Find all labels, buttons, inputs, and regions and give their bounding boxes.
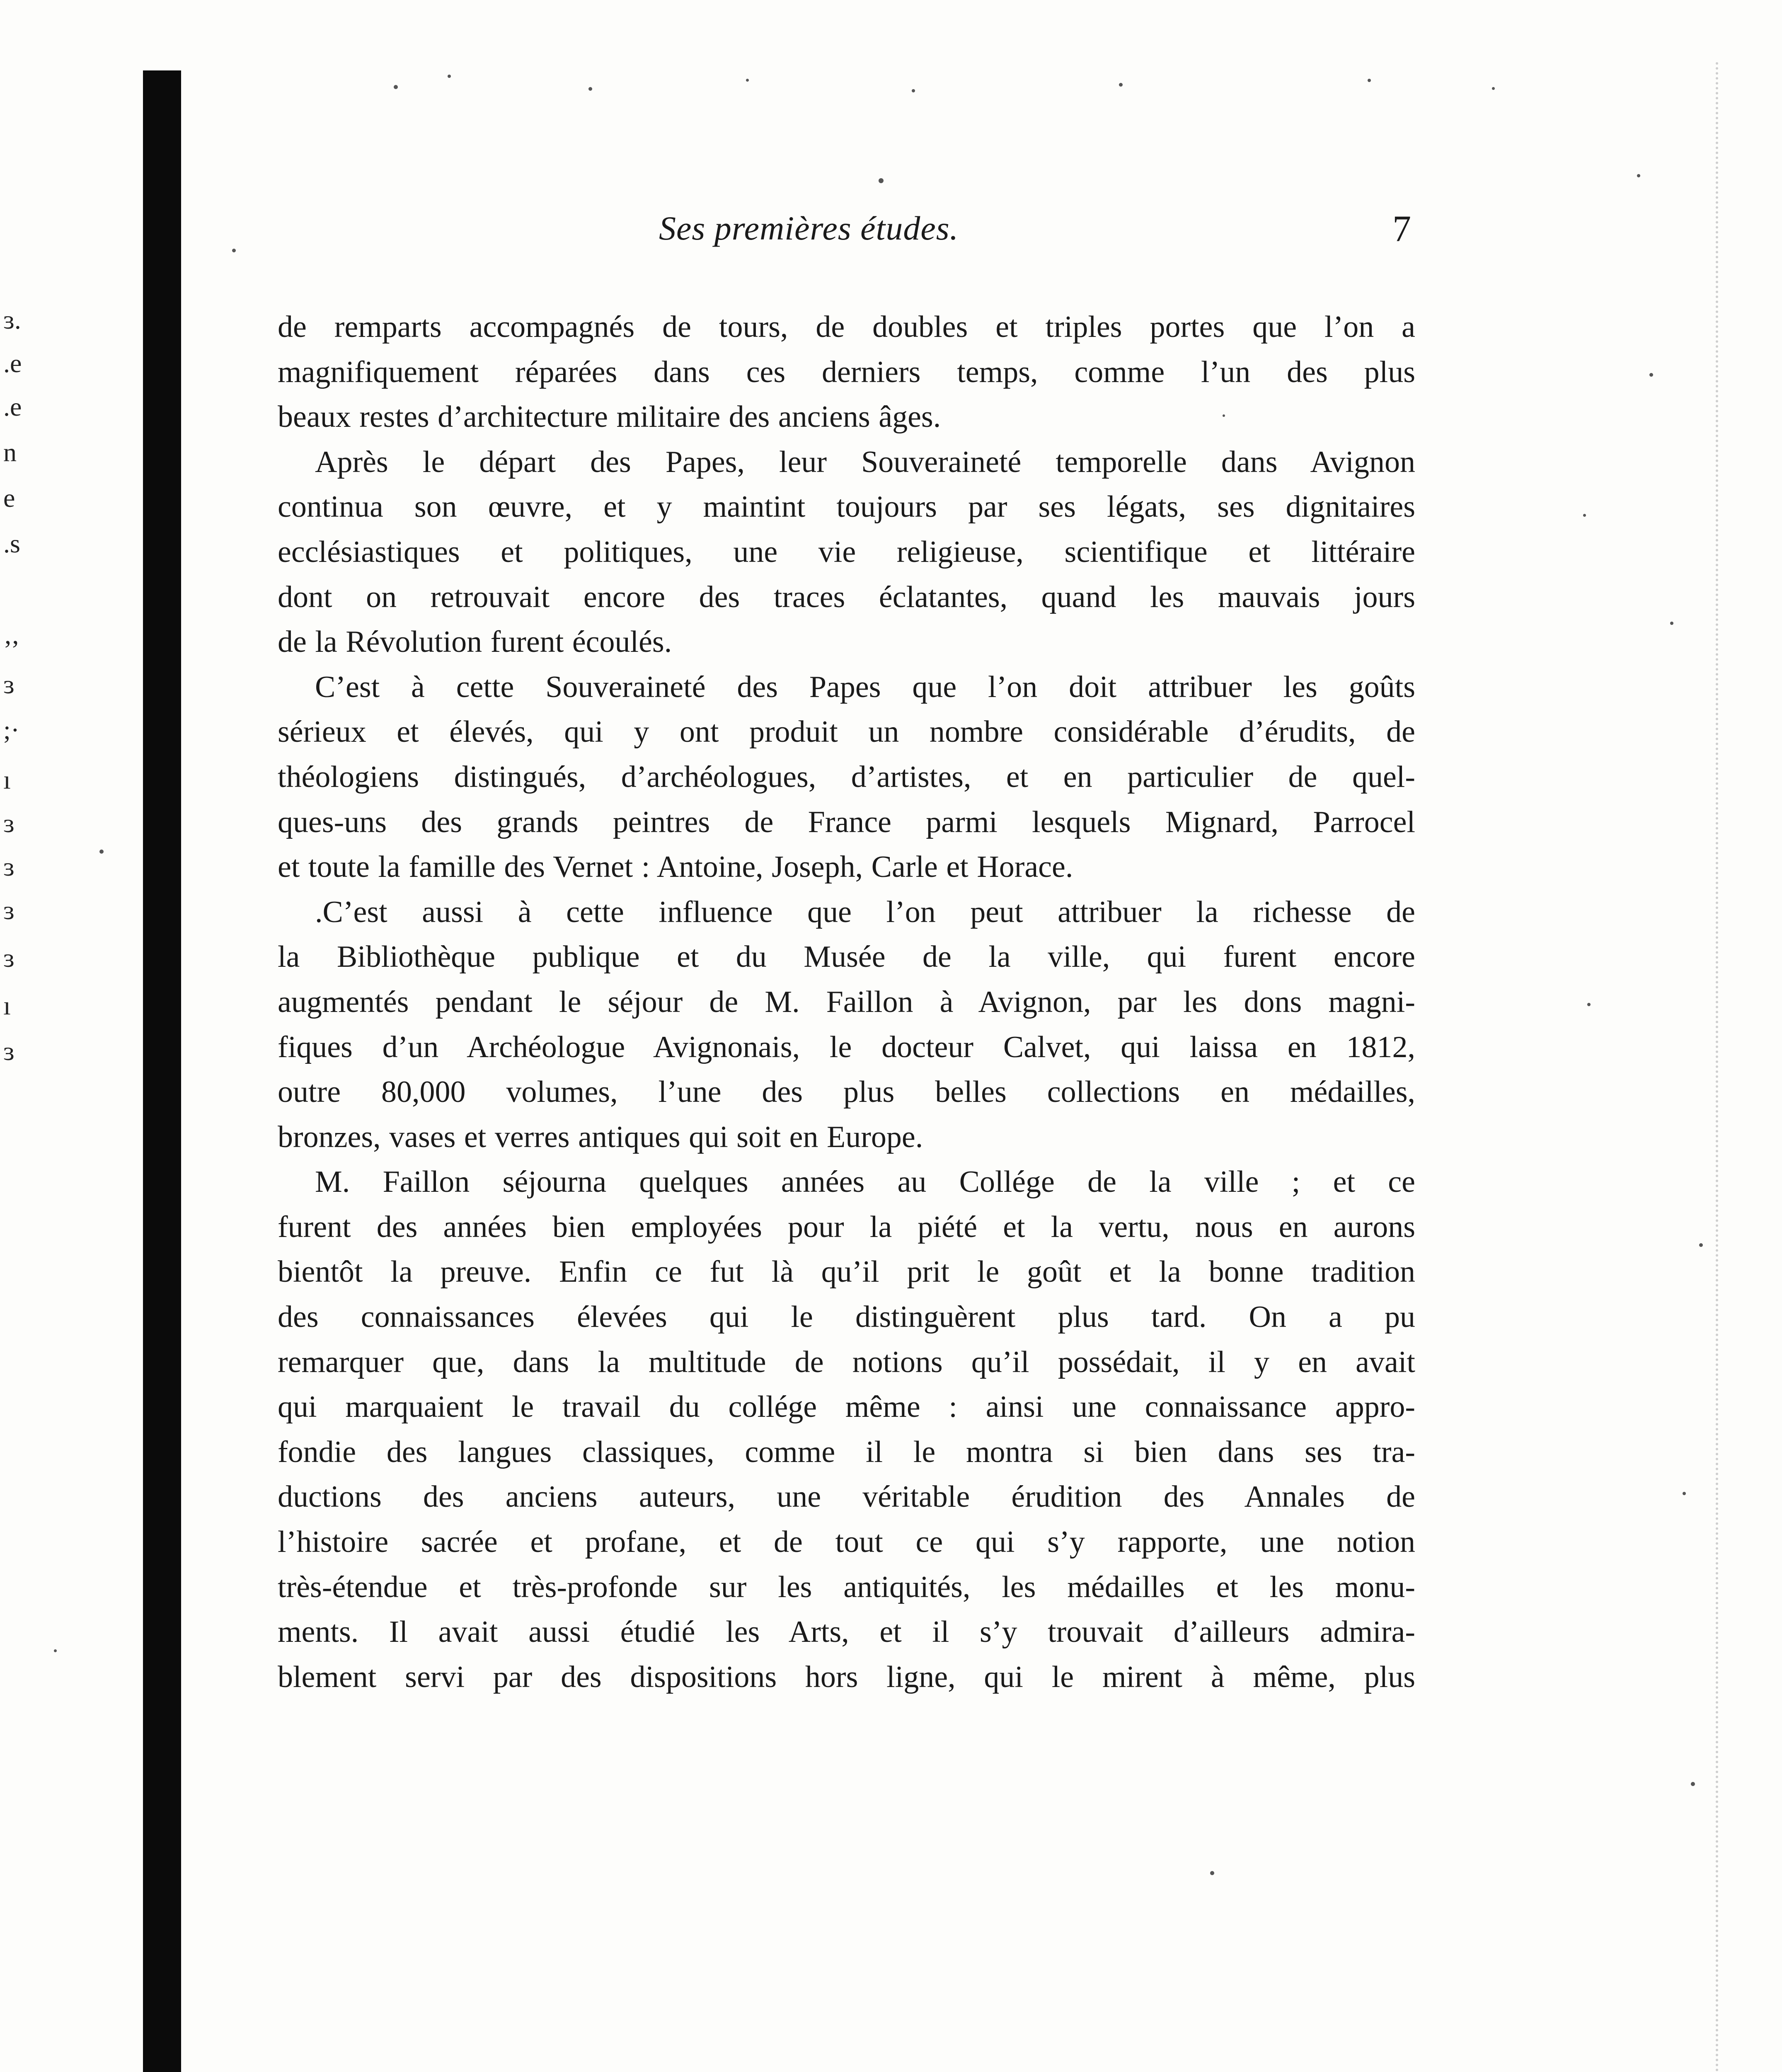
text-line: de remparts accompagnés de tours, de doubles et triples portes que l’on a — [278, 310, 1415, 344]
scan-speck — [1683, 1492, 1686, 1495]
text-line: C’est à cette Souveraineté des Papes que l’on doit attribuer les goûts — [315, 670, 1415, 704]
scan-speck — [232, 249, 236, 252]
text-line: magnifiquement réparées dans ces derniers temps, comme l’un des plus — [278, 355, 1415, 389]
text-line: remarquer que, dans la multitude de notions qu’il possédait, il y en avait — [278, 1345, 1415, 1379]
margin-fragment: ɜ — [3, 852, 15, 881]
text-line: de la Révolution furent écoulés. — [278, 625, 672, 659]
text-line: furent des années bien employées pour la piété et la vertu, nous en aurons — [278, 1210, 1415, 1244]
running-title: Ses premières études. — [659, 209, 959, 247]
text-line: M. Faillon séjourna quelques années au Collége de la ville ; et ce — [315, 1165, 1415, 1199]
text-line: continua son œuvre, et y maintint toujours par ses légats, ses dignitaires — [278, 490, 1415, 524]
margin-fragment: ɜ. — [3, 305, 21, 334]
text-line: beaux restes d’architecture militaire des anciens âges. — [278, 400, 941, 434]
text-line: outre 80,000 volumes, l’une des plus belles collections en médailles, — [278, 1075, 1415, 1109]
margin-fragment: ɜ — [3, 943, 15, 973]
text-line: ecclésiastiques et politiques, une vie religieuse, scientifique et littéraire — [278, 535, 1415, 569]
scan-speck — [1210, 1871, 1214, 1875]
text-line: théologiens distingués, d’archéologues, d’artistes, et en particulier de quel- — [278, 760, 1415, 794]
binding-shadow — [143, 70, 181, 2072]
text-line: la Bibliothèque publique et du Musée de la ville, qui furent encore — [278, 940, 1415, 974]
running-head — [278, 207, 1415, 257]
text-line: ductions des anciens auteurs, une véritable érudition des Annales de — [278, 1480, 1415, 1514]
text-line: très-étendue et très-profonde sur les antiquités, les médailles et les monu- — [278, 1570, 1415, 1604]
text-line: ments. Il avait aussi étudié les Arts, et il s’y trouvait d’ailleurs admira- — [278, 1615, 1415, 1649]
scan-speck — [1587, 1003, 1591, 1006]
margin-fragment: .e — [3, 349, 22, 378]
scan-speck — [394, 85, 398, 89]
text-line: bientôt la preuve. Enfin ce fut là qu’il prit le goût et la bonne tradition — [278, 1255, 1415, 1289]
scan-speck — [912, 89, 915, 92]
text-line: des connaissances élevées qui le distinguèrent plus tard. On a pu — [278, 1300, 1415, 1334]
margin-fragment: ɜ — [3, 808, 15, 838]
margin-fragment: .s — [3, 529, 20, 558]
margin-fragment: .e — [3, 392, 22, 421]
scan-speck — [1649, 373, 1653, 377]
scan-speck — [746, 79, 749, 82]
margin-fragment: ı — [3, 991, 11, 1020]
scan-speck — [1119, 83, 1123, 87]
scan-speck — [1368, 79, 1371, 82]
text-line: bronzes, vases et verres antiques qui soit en Europe. — [278, 1120, 923, 1154]
scan-speck — [54, 1649, 57, 1652]
scan-speck — [879, 178, 884, 183]
margin-fragment: ‚, — [3, 620, 19, 649]
text-line: l’histoire sacrée et profane, et de tout ce qui s’y rapporte, une notion — [278, 1525, 1415, 1559]
page-number: 7 — [1392, 208, 1411, 249]
body-text — [278, 305, 1415, 1699]
text-line: dont on retrouvait encore des traces éclatantes, quand les mauvais jours — [278, 580, 1415, 614]
text-line: ques-uns des grands peintres de France parmi lesquels Mignard, Parrocel — [278, 805, 1415, 839]
text-line: Après le départ des Papes, leur Souveraineté temporelle dans Avignon — [315, 445, 1415, 479]
scan-speck — [1492, 87, 1495, 90]
scan-speck — [588, 87, 592, 91]
margin-fragment: e — [3, 483, 15, 513]
scan-speck — [1699, 1243, 1703, 1247]
scan-speck — [99, 850, 104, 854]
text-line: qui marquaient le travail du collége même : ainsi une connaissance appro- — [278, 1390, 1415, 1424]
text-line: blement servi par des dispositions hors ligne, qui le mirent à même, plus — [278, 1660, 1415, 1694]
text-line: .C’est aussi à cette influence que l’on peut attribuer la richesse de — [315, 895, 1415, 929]
text-line: augmentés pendant le séjour de M. Faillon à Avignon, par les dons magni- — [278, 985, 1415, 1019]
text-line: fiques d’un Archéologue Avignonais, le docteur Calvet, qui laissa en 1812, — [278, 1030, 1415, 1064]
scan-speck — [448, 75, 451, 78]
margin-fragment: ɜ — [3, 896, 15, 925]
right-edge-noise — [1691, 62, 1718, 2072]
margin-fragment: ɜ — [3, 1036, 15, 1066]
text-line: fondie des langues classiques, comme il le montra si bien dans ses tra- — [278, 1435, 1415, 1469]
text-line: sérieux et élevés, qui y ont produit un nombre considérable d’érudits, de — [278, 715, 1415, 749]
scan-speck — [1670, 622, 1673, 625]
scan-speck — [1637, 174, 1640, 177]
scan-speck — [1691, 1782, 1695, 1786]
margin-fragment: ı — [3, 765, 11, 794]
margin-fragment: ɜ — [3, 670, 15, 699]
scan-speck — [1583, 514, 1586, 517]
scan-speck — [1223, 414, 1225, 417]
margin-fragment: n — [3, 438, 17, 467]
text-line: et toute la famille des Vernet : Antoine, Joseph, Carle et Horace. — [278, 850, 1073, 884]
margin-fragment: ;· — [3, 715, 20, 745]
